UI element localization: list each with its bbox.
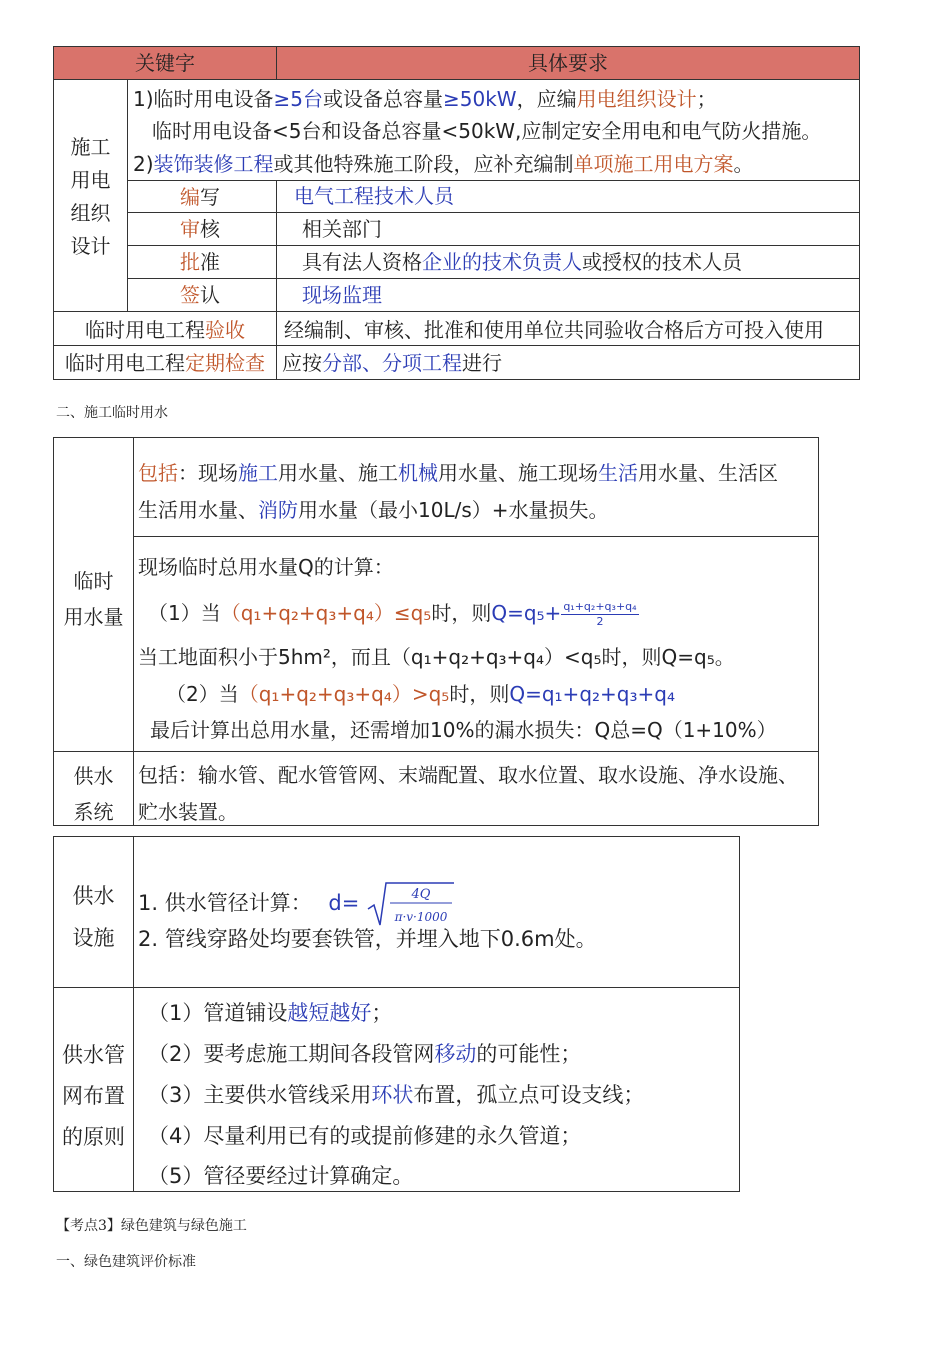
row-review-key: 审核 <box>180 217 220 241</box>
row-sign-key: 签认 <box>180 283 220 307</box>
check-key: 临时用电工程定期检查 <box>65 351 265 375</box>
formula-denominator: π·v·1000 <box>394 910 448 924</box>
case1-fraction: $\frac{\text{q₁+q₂+q₃+q₄}}{2}$ <box>563 600 637 628</box>
row-approve-value: 具有法人资格企业的技术负责人或授权的技术人员 <box>302 250 742 274</box>
case2-line: （2）当（q₁+q₂+q₃+q₄）>q₅时，则Q=q₁+q₂+q₃+q₄ <box>166 682 675 706</box>
divider <box>54 751 818 752</box>
principle-1: （1）管道铺设越短越好； <box>148 1001 393 1025</box>
rule1b-line: 临时用电设备<5台和设备总容量<50kW,应制定安全用电和电气防火措施。 <box>152 119 822 143</box>
divider <box>127 180 859 181</box>
water-includes-line1: 包括：现场施工用水量、施工机械用水量、施工现场生活用水量、生活区 <box>138 461 778 485</box>
header-keyword-text: 关键字 <box>135 51 195 75</box>
row-sign-value: 现场监理 <box>302 283 382 307</box>
supply-table <box>53 836 740 1192</box>
divider <box>54 987 739 988</box>
divider <box>276 311 277 379</box>
accept-value: 经编制、审核、批准和使用单位共同验收合格后方可投入使用 <box>284 318 824 342</box>
section-water-heading: 二、施工临时用水 <box>56 405 168 421</box>
divider <box>127 245 859 246</box>
section-green-heading: 【考点3】绿色建筑与绿色施工 <box>56 1218 247 1234</box>
divider <box>127 278 859 279</box>
row-write-value: 电气工程技术人员 <box>294 184 454 208</box>
divider <box>133 837 134 1191</box>
leak-loss-line: 最后计算出总用水量，还需增加10%的漏水损失：Q总=Q（1+10%） <box>150 718 777 742</box>
divider <box>276 180 277 311</box>
row-review-value: 相关部门 <box>302 217 382 241</box>
section-green-standard-heading: 一、绿色建筑评价标准 <box>56 1254 196 1270</box>
system-line1: 包括：输水管、配水管管网、末端配置、取水位置、取水设施、净水设施、 <box>138 763 798 787</box>
accept-key: 临时用电工程验收 <box>85 318 245 342</box>
row-approve-key: 批准 <box>180 250 220 274</box>
divider <box>54 345 859 346</box>
system-line2: 贮水装置。 <box>138 800 238 824</box>
divider <box>54 311 859 312</box>
divider <box>133 438 134 825</box>
divider <box>127 79 128 311</box>
sleeve-line: 2. 管线穿路处均要套铁管，并埋入地下0.6m处。 <box>138 927 597 951</box>
rule2-line: 2)装饰装修工程或其他特殊施工阶段，应补充编制单项施工用电方案。 <box>133 152 754 176</box>
principle-5: （5）管径要经过计算确定。 <box>148 1164 414 1188</box>
area-note: 当工地面积小于5hm²，而且（q₁+q₂+q₃+q₄）<q₅时，则Q=q₅。 <box>138 645 735 669</box>
divider <box>133 536 818 537</box>
check-value: 应按分部、分项工程进行 <box>282 351 502 375</box>
divider <box>127 212 859 213</box>
principle-4: （4）尽量利用已有的或提前修建的永久管道； <box>148 1124 582 1148</box>
water-system-label: 供水 系统 <box>73 764 114 824</box>
table1-frame <box>53 46 860 380</box>
formula-numerator: 4Q <box>411 887 431 902</box>
principle-2: （2）要考虑施工期间各段管网移动的可能性； <box>148 1042 582 1066</box>
pipe-network-principles-label: 供水管 网布置 的原则 <box>62 1043 125 1149</box>
rule1-line: 1)临时用电设备≥5台或设备总容量≥50kW，应编用电组织设计； <box>133 87 717 111</box>
water-table <box>53 437 819 826</box>
case1-line: （1）当（q₁+q₂+q₃+q₄）≤q₅时，则Q=q₅+ $\frac{\text{q₁+q₂+q₃+q₄}}{2}$ <box>148 600 637 628</box>
row-write-key: 编写 <box>180 185 220 209</box>
category-label-text: 施工 用电 组织 设计 <box>70 135 111 258</box>
pipe-calc-line: 1. 供水管径计算： d= 4Q π·v·1000 <box>138 879 456 929</box>
pipe-diameter-formula <box>366 879 456 929</box>
header-requirement-text: 具体要求 <box>528 51 608 75</box>
water-includes-line2: 生活用水量、消防用水量（最小10L/s）+水量损失。 <box>138 498 609 522</box>
supply-facility-label: 供水 设施 <box>72 884 115 950</box>
water-usage-label: 临时 用水量 <box>63 569 124 629</box>
principle-3: （3）主要供水管线采用环状布置，孤立点可设支线； <box>148 1083 645 1107</box>
calc-title: 现场临时总用水量Q的计算： <box>138 555 394 579</box>
